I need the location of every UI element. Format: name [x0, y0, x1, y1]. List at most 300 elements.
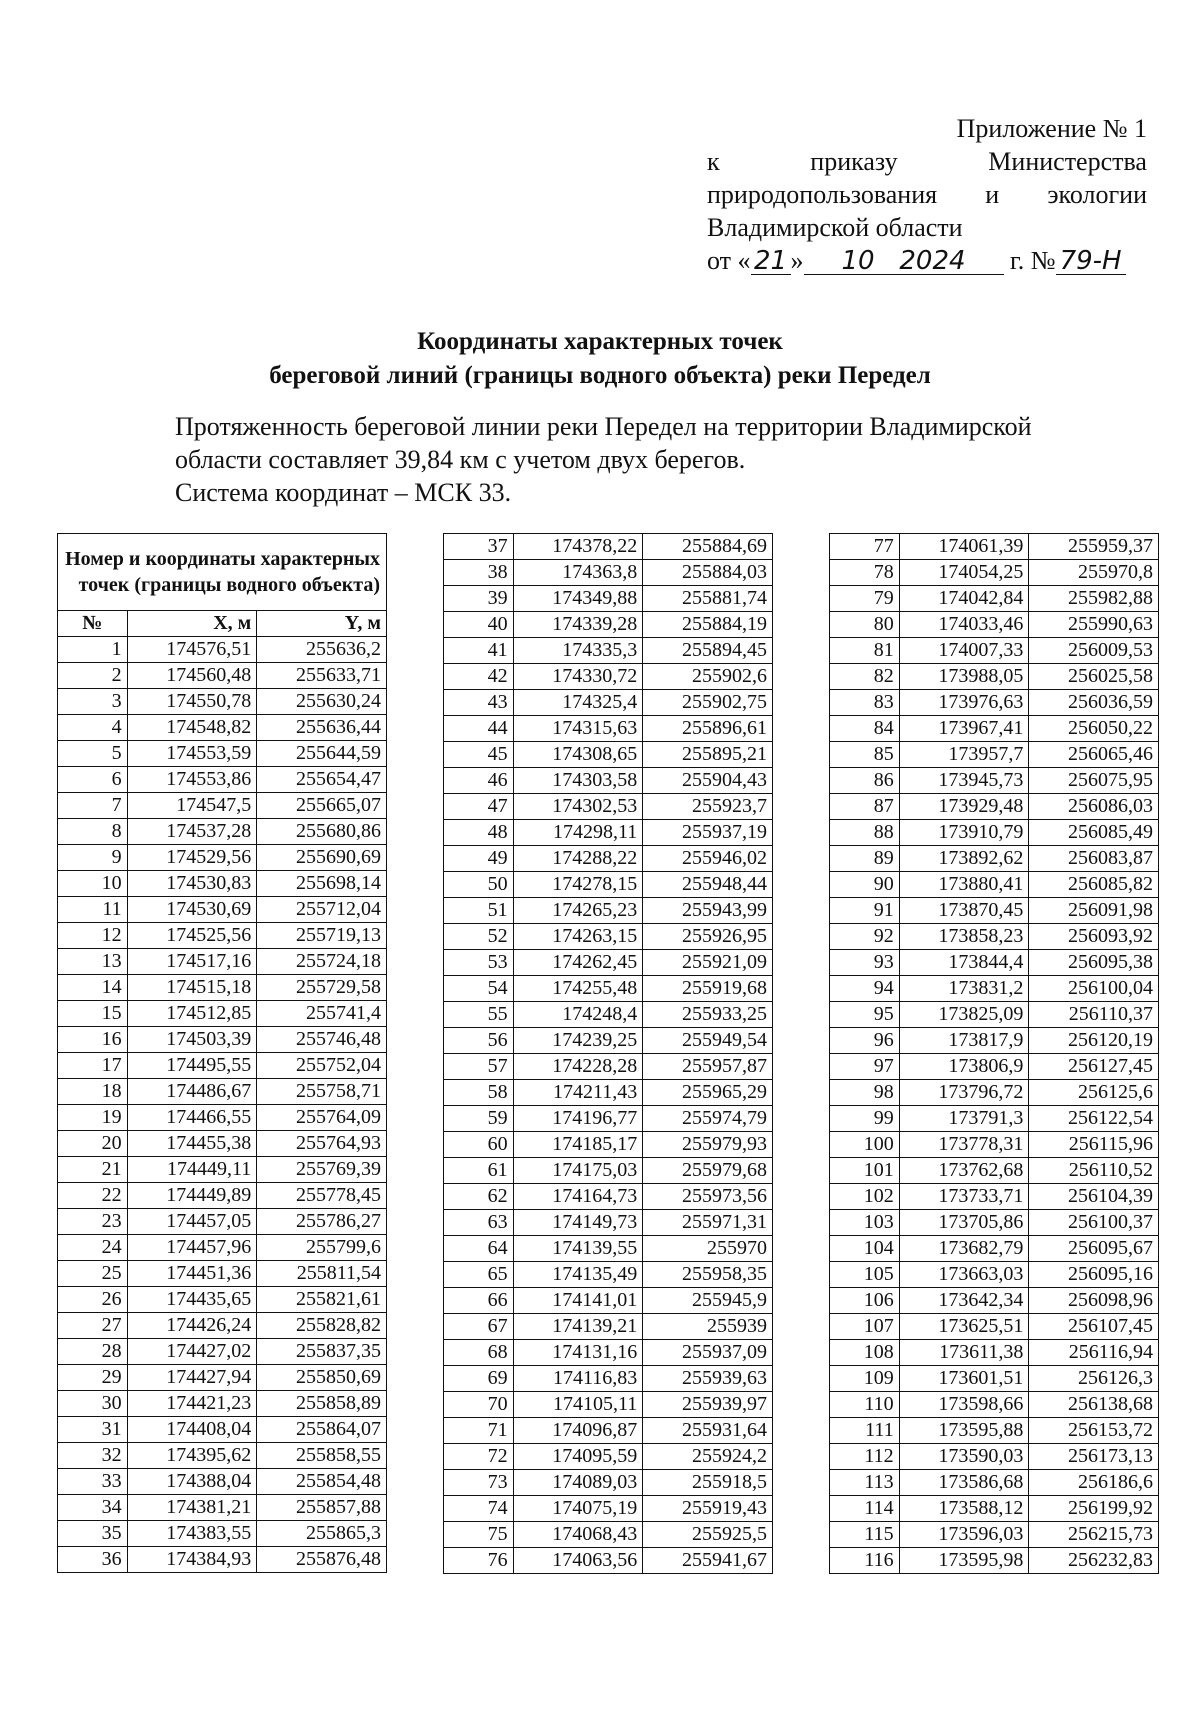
x-coordinate: 174515,18 — [127, 975, 257, 1001]
point-number: 33 — [58, 1469, 128, 1495]
table-row — [830, 1522, 1159, 1548]
y-coordinate: 255923,7 — [643, 794, 773, 820]
point-number: 80 — [830, 612, 900, 638]
point-number: 21 — [58, 1157, 128, 1183]
table-row — [58, 793, 387, 819]
x-coordinate: 174512,85 — [127, 1001, 257, 1027]
point-number: 5 — [58, 741, 128, 767]
table-row — [830, 1314, 1159, 1340]
point-number: 65 — [444, 1262, 514, 1288]
table-row — [444, 820, 773, 846]
y-coordinate: 255939,97 — [643, 1392, 773, 1418]
y-coordinate: 255636,44 — [257, 715, 387, 741]
table-row — [830, 1288, 1159, 1314]
x-coordinate: 174302,53 — [513, 794, 643, 820]
point-number: 113 — [830, 1470, 900, 1496]
y-coordinate: 255799,6 — [257, 1235, 387, 1261]
y-coordinate: 256116,94 — [1029, 1340, 1159, 1366]
y-coordinate: 255884,69 — [643, 534, 773, 560]
point-number: 110 — [830, 1392, 900, 1418]
intro-line-3: Система координат – МСК 33. — [175, 478, 512, 507]
x-coordinate: 174378,22 — [513, 534, 643, 560]
point-number: 29 — [58, 1365, 128, 1391]
table-row — [830, 1470, 1159, 1496]
point-number: 74 — [444, 1496, 514, 1522]
point-number: 44 — [444, 716, 514, 742]
point-number: 92 — [830, 924, 900, 950]
y-coordinate: 255680,86 — [257, 819, 387, 845]
point-number: 47 — [444, 794, 514, 820]
point-number: 69 — [444, 1366, 514, 1392]
table-row — [444, 1054, 773, 1080]
x-coordinate: 174262,45 — [513, 950, 643, 976]
y-coordinate: 255654,47 — [257, 767, 387, 793]
point-number: 17 — [58, 1053, 128, 1079]
y-coordinate: 255850,69 — [257, 1365, 387, 1391]
appendix-word: приказу — [810, 147, 898, 176]
point-number: 15 — [58, 1001, 128, 1027]
table-row — [830, 1262, 1159, 1288]
appendix-title: Приложение № 1 — [956, 114, 1147, 143]
table-row — [58, 819, 387, 845]
y-coordinate: 255971,31 — [643, 1210, 773, 1236]
x-coordinate: 173663,03 — [899, 1262, 1029, 1288]
y-coordinate: 255939 — [643, 1314, 773, 1340]
table-row — [58, 767, 387, 793]
y-coordinate: 256138,68 — [1029, 1392, 1159, 1418]
point-number: 8 — [58, 819, 128, 845]
x-coordinate: 174335,3 — [513, 638, 643, 664]
x-coordinate: 173598,66 — [899, 1392, 1029, 1418]
table-row — [444, 1236, 773, 1262]
x-coordinate: 173892,62 — [899, 846, 1029, 872]
point-number: 114 — [830, 1496, 900, 1522]
x-coordinate: 173844,4 — [899, 950, 1029, 976]
point-number: 43 — [444, 690, 514, 716]
table-row — [58, 949, 387, 975]
y-coordinate: 256127,45 — [1029, 1054, 1159, 1080]
x-coordinate: 173791,3 — [899, 1106, 1029, 1132]
point-number: 53 — [444, 950, 514, 976]
y-coordinate: 256100,37 — [1029, 1210, 1159, 1236]
table-row — [444, 1470, 773, 1496]
y-coordinate: 255864,07 — [257, 1417, 387, 1443]
point-number: 2 — [58, 663, 128, 689]
point-number: 91 — [830, 898, 900, 924]
point-number: 99 — [830, 1106, 900, 1132]
y-coordinate: 256085,82 — [1029, 872, 1159, 898]
y-coordinate: 255958,35 — [643, 1262, 773, 1288]
y-coordinate: 255902,6 — [643, 664, 773, 690]
y-coordinate: 255821,61 — [257, 1287, 387, 1313]
x-coordinate: 173611,38 — [899, 1340, 1029, 1366]
table-row — [444, 1522, 773, 1548]
x-coordinate: 174495,55 — [127, 1053, 257, 1079]
table-row — [444, 898, 773, 924]
x-coordinate: 173733,71 — [899, 1184, 1029, 1210]
x-coordinate: 174278,15 — [513, 872, 643, 898]
point-number: 102 — [830, 1184, 900, 1210]
table-row — [58, 897, 387, 923]
x-coordinate: 174381,21 — [127, 1495, 257, 1521]
y-coordinate: 255925,5 — [643, 1522, 773, 1548]
x-coordinate: 173976,63 — [899, 690, 1029, 716]
table-row — [830, 1548, 1159, 1574]
table-row — [830, 1158, 1159, 1184]
point-number: 88 — [830, 820, 900, 846]
x-coordinate: 173831,2 — [899, 976, 1029, 1002]
point-number: 94 — [830, 976, 900, 1002]
point-number: 98 — [830, 1080, 900, 1106]
point-number: 50 — [444, 872, 514, 898]
appendix-word: экологии — [1047, 180, 1147, 209]
point-number: 35 — [58, 1521, 128, 1547]
y-coordinate: 256104,39 — [1029, 1184, 1159, 1210]
table-row — [830, 1106, 1159, 1132]
x-coordinate: 174033,46 — [899, 612, 1029, 638]
order-day: 21 — [751, 248, 791, 275]
y-coordinate: 255636,2 — [257, 637, 387, 663]
y-coordinate: 255729,58 — [257, 975, 387, 1001]
y-coordinate: 255973,56 — [643, 1184, 773, 1210]
table-row — [830, 1210, 1159, 1236]
point-number: 41 — [444, 638, 514, 664]
point-number: 108 — [830, 1340, 900, 1366]
y-coordinate: 255979,93 — [643, 1132, 773, 1158]
col-header-no: № — [58, 611, 128, 637]
order-date-line — [707, 244, 1147, 277]
point-number: 56 — [444, 1028, 514, 1054]
x-coordinate: 173625,51 — [899, 1314, 1029, 1340]
table-row — [58, 1443, 387, 1469]
y-coordinate: 255746,48 — [257, 1027, 387, 1053]
x-coordinate: 173817,9 — [899, 1028, 1029, 1054]
table-row — [444, 1262, 773, 1288]
table-group-header: Номер и координаты характерных точек (границы водного объекта) — [58, 534, 387, 611]
table-row — [58, 741, 387, 767]
y-coordinate: 255769,39 — [257, 1157, 387, 1183]
x-coordinate: 174061,39 — [899, 534, 1029, 560]
point-number: 16 — [58, 1027, 128, 1053]
point-number: 79 — [830, 586, 900, 612]
point-number: 104 — [830, 1236, 900, 1262]
table-row — [830, 534, 1159, 560]
x-coordinate: 174095,59 — [513, 1444, 643, 1470]
table-row — [58, 1365, 387, 1391]
table-row — [830, 924, 1159, 950]
y-coordinate: 255712,04 — [257, 897, 387, 923]
table-row — [830, 560, 1159, 586]
y-coordinate: 256232,83 — [1029, 1548, 1159, 1574]
x-coordinate: 174457,96 — [127, 1235, 257, 1261]
point-number: 103 — [830, 1210, 900, 1236]
table-row — [444, 1184, 773, 1210]
table-row — [444, 924, 773, 950]
point-number: 78 — [830, 560, 900, 586]
point-number: 22 — [58, 1183, 128, 1209]
point-number: 75 — [444, 1522, 514, 1548]
point-number: 13 — [58, 949, 128, 975]
table-row — [58, 975, 387, 1001]
x-coordinate: 174149,73 — [513, 1210, 643, 1236]
table-row — [830, 1444, 1159, 1470]
point-number: 45 — [444, 742, 514, 768]
x-coordinate: 173705,86 — [899, 1210, 1029, 1236]
y-coordinate: 255946,02 — [643, 846, 773, 872]
table-row — [830, 1392, 1159, 1418]
point-number: 6 — [58, 767, 128, 793]
y-coordinate: 255741,4 — [257, 1001, 387, 1027]
point-number: 52 — [444, 924, 514, 950]
y-coordinate: 255918,5 — [643, 1470, 773, 1496]
y-coordinate: 256100,04 — [1029, 976, 1159, 1002]
table-row — [444, 586, 773, 612]
point-number: 82 — [830, 664, 900, 690]
point-number: 67 — [444, 1314, 514, 1340]
y-coordinate: 256091,98 — [1029, 898, 1159, 924]
x-coordinate: 174116,83 — [513, 1366, 643, 1392]
x-coordinate: 174308,65 — [513, 742, 643, 768]
y-coordinate: 255837,35 — [257, 1339, 387, 1365]
x-coordinate: 173945,73 — [899, 768, 1029, 794]
x-coordinate: 174547,5 — [127, 793, 257, 819]
point-number: 3 — [58, 689, 128, 715]
x-coordinate: 174105,11 — [513, 1392, 643, 1418]
x-coordinate: 174330,72 — [513, 664, 643, 690]
point-number: 58 — [444, 1080, 514, 1106]
y-coordinate: 256126,3 — [1029, 1366, 1159, 1392]
point-number: 38 — [444, 560, 514, 586]
y-coordinate: 256199,92 — [1029, 1496, 1159, 1522]
order-month: 10 — [841, 246, 875, 276]
table-row — [444, 560, 773, 586]
table-row — [58, 637, 387, 663]
x-coordinate: 173590,03 — [899, 1444, 1029, 1470]
x-coordinate: 174363,8 — [513, 560, 643, 586]
table-row — [444, 1418, 773, 1444]
y-coordinate: 256009,53 — [1029, 638, 1159, 664]
point-number: 49 — [444, 846, 514, 872]
y-coordinate: 255902,75 — [643, 690, 773, 716]
appendix-block — [707, 112, 1147, 277]
table-row — [58, 1157, 387, 1183]
order-year: 2024 — [899, 246, 966, 276]
point-number: 101 — [830, 1158, 900, 1184]
table-row — [830, 1054, 1159, 1080]
table-row — [444, 1340, 773, 1366]
x-coordinate: 174196,77 — [513, 1106, 643, 1132]
x-coordinate: 174455,38 — [127, 1131, 257, 1157]
x-coordinate: 174427,94 — [127, 1365, 257, 1391]
x-coordinate: 174141,01 — [513, 1288, 643, 1314]
x-coordinate: 174427,02 — [127, 1339, 257, 1365]
x-coordinate: 174135,49 — [513, 1262, 643, 1288]
y-coordinate: 255854,48 — [257, 1469, 387, 1495]
point-number: 14 — [58, 975, 128, 1001]
table-row — [830, 976, 1159, 1002]
table-row — [58, 1183, 387, 1209]
y-coordinate: 256173,13 — [1029, 1444, 1159, 1470]
y-coordinate: 255857,88 — [257, 1495, 387, 1521]
point-number: 72 — [444, 1444, 514, 1470]
title-line-1: Координаты характерных точек — [417, 328, 783, 355]
x-coordinate: 173601,51 — [899, 1366, 1029, 1392]
x-coordinate: 174529,56 — [127, 845, 257, 871]
y-coordinate: 255919,68 — [643, 976, 773, 1002]
point-number: 70 — [444, 1392, 514, 1418]
y-coordinate: 256025,58 — [1029, 664, 1159, 690]
point-number: 1 — [58, 637, 128, 663]
x-coordinate: 174560,48 — [127, 663, 257, 689]
point-number: 71 — [444, 1418, 514, 1444]
x-coordinate: 173825,09 — [899, 1002, 1029, 1028]
table-row — [444, 1028, 773, 1054]
y-coordinate: 255764,09 — [257, 1105, 387, 1131]
appendix-line-3 — [707, 178, 1147, 211]
point-number: 86 — [830, 768, 900, 794]
table-row — [830, 1132, 1159, 1158]
appendix-line-2 — [707, 145, 1147, 178]
y-coordinate: 256093,92 — [1029, 924, 1159, 950]
point-number: 54 — [444, 976, 514, 1002]
x-coordinate: 173595,88 — [899, 1418, 1029, 1444]
y-coordinate: 255644,59 — [257, 741, 387, 767]
x-coordinate: 173870,45 — [899, 898, 1029, 924]
table-row — [58, 1209, 387, 1235]
y-coordinate: 256086,03 — [1029, 794, 1159, 820]
y-coordinate: 256050,22 — [1029, 716, 1159, 742]
y-coordinate: 256120,19 — [1029, 1028, 1159, 1054]
y-coordinate: 255633,71 — [257, 663, 387, 689]
y-coordinate: 256153,72 — [1029, 1418, 1159, 1444]
point-number: 51 — [444, 898, 514, 924]
col-header-y: Y, м — [257, 611, 387, 637]
x-coordinate: 174553,86 — [127, 767, 257, 793]
x-coordinate: 173880,41 — [899, 872, 1029, 898]
point-number: 12 — [58, 923, 128, 949]
y-coordinate: 255974,79 — [643, 1106, 773, 1132]
table-row — [444, 1106, 773, 1132]
point-number: 28 — [58, 1339, 128, 1365]
table-row — [830, 586, 1159, 612]
table-row — [444, 950, 773, 976]
table-row — [58, 1521, 387, 1547]
y-coordinate: 255786,27 — [257, 1209, 387, 1235]
y-coordinate: 255979,68 — [643, 1158, 773, 1184]
point-number: 85 — [830, 742, 900, 768]
y-coordinate: 256083,87 — [1029, 846, 1159, 872]
y-coordinate: 255828,82 — [257, 1313, 387, 1339]
x-coordinate: 173596,03 — [899, 1522, 1029, 1548]
point-number: 115 — [830, 1522, 900, 1548]
point-number: 100 — [830, 1132, 900, 1158]
table-row — [830, 1028, 1159, 1054]
y-coordinate: 255921,09 — [643, 950, 773, 976]
x-coordinate: 174395,62 — [127, 1443, 257, 1469]
x-coordinate: 174096,87 — [513, 1418, 643, 1444]
y-coordinate: 255881,74 — [643, 586, 773, 612]
table-row — [444, 1496, 773, 1522]
y-coordinate: 256107,45 — [1029, 1314, 1159, 1340]
y-coordinate: 256122,54 — [1029, 1106, 1159, 1132]
point-number: 10 — [58, 871, 128, 897]
table-row — [58, 715, 387, 741]
y-coordinate: 255876,48 — [257, 1547, 387, 1573]
y-coordinate: 256110,37 — [1029, 1002, 1159, 1028]
point-number: 27 — [58, 1313, 128, 1339]
table-row — [830, 898, 1159, 924]
table-row — [830, 1002, 1159, 1028]
table-row — [444, 1210, 773, 1236]
y-coordinate: 256110,52 — [1029, 1158, 1159, 1184]
coordinates-table-2 — [443, 533, 773, 1574]
y-coordinate: 255895,21 — [643, 742, 773, 768]
table-row — [444, 976, 773, 1002]
table-row — [830, 846, 1159, 872]
x-coordinate: 174449,89 — [127, 1183, 257, 1209]
table-row — [58, 1391, 387, 1417]
x-coordinate: 174288,22 — [513, 846, 643, 872]
table-row — [444, 690, 773, 716]
point-number: 48 — [444, 820, 514, 846]
table-row — [830, 768, 1159, 794]
x-coordinate: 174068,43 — [513, 1522, 643, 1548]
x-coordinate: 174303,58 — [513, 768, 643, 794]
point-number: 97 — [830, 1054, 900, 1080]
x-coordinate: 174503,39 — [127, 1027, 257, 1053]
table-row — [444, 794, 773, 820]
order-number: 79-Н — [1056, 248, 1126, 275]
point-number: 25 — [58, 1261, 128, 1287]
x-coordinate: 173967,41 — [899, 716, 1029, 742]
y-coordinate: 255990,63 — [1029, 612, 1159, 638]
x-coordinate: 173806,9 — [899, 1054, 1029, 1080]
x-coordinate: 173595,98 — [899, 1548, 1029, 1574]
y-coordinate: 256215,73 — [1029, 1522, 1159, 1548]
y-coordinate: 255982,88 — [1029, 586, 1159, 612]
appendix-word: и — [985, 180, 1000, 209]
table-row — [444, 872, 773, 898]
table-row — [58, 1261, 387, 1287]
y-coordinate: 255939,63 — [643, 1366, 773, 1392]
point-number: 89 — [830, 846, 900, 872]
table-row — [830, 1080, 1159, 1106]
x-coordinate: 173762,68 — [899, 1158, 1029, 1184]
order-date-prefix: от « — [707, 246, 751, 275]
x-coordinate: 173929,48 — [899, 794, 1029, 820]
coordinates-table-1 — [57, 533, 387, 1573]
x-coordinate: 173642,34 — [899, 1288, 1029, 1314]
x-coordinate: 173858,23 — [899, 924, 1029, 950]
x-coordinate: 173957,7 — [899, 742, 1029, 768]
x-coordinate: 174339,28 — [513, 612, 643, 638]
table-row — [444, 716, 773, 742]
x-coordinate: 174063,56 — [513, 1548, 643, 1574]
table-row — [444, 1288, 773, 1314]
x-coordinate: 173796,72 — [899, 1080, 1029, 1106]
x-coordinate: 174421,23 — [127, 1391, 257, 1417]
x-coordinate: 174388,04 — [127, 1469, 257, 1495]
table-row — [830, 1184, 1159, 1210]
table-row — [58, 663, 387, 689]
point-number: 84 — [830, 716, 900, 742]
table-row — [830, 716, 1159, 742]
y-coordinate: 256075,95 — [1029, 768, 1159, 794]
y-coordinate: 256098,96 — [1029, 1288, 1159, 1314]
point-number: 95 — [830, 1002, 900, 1028]
x-coordinate: 174007,33 — [899, 638, 1029, 664]
x-coordinate: 174426,24 — [127, 1313, 257, 1339]
